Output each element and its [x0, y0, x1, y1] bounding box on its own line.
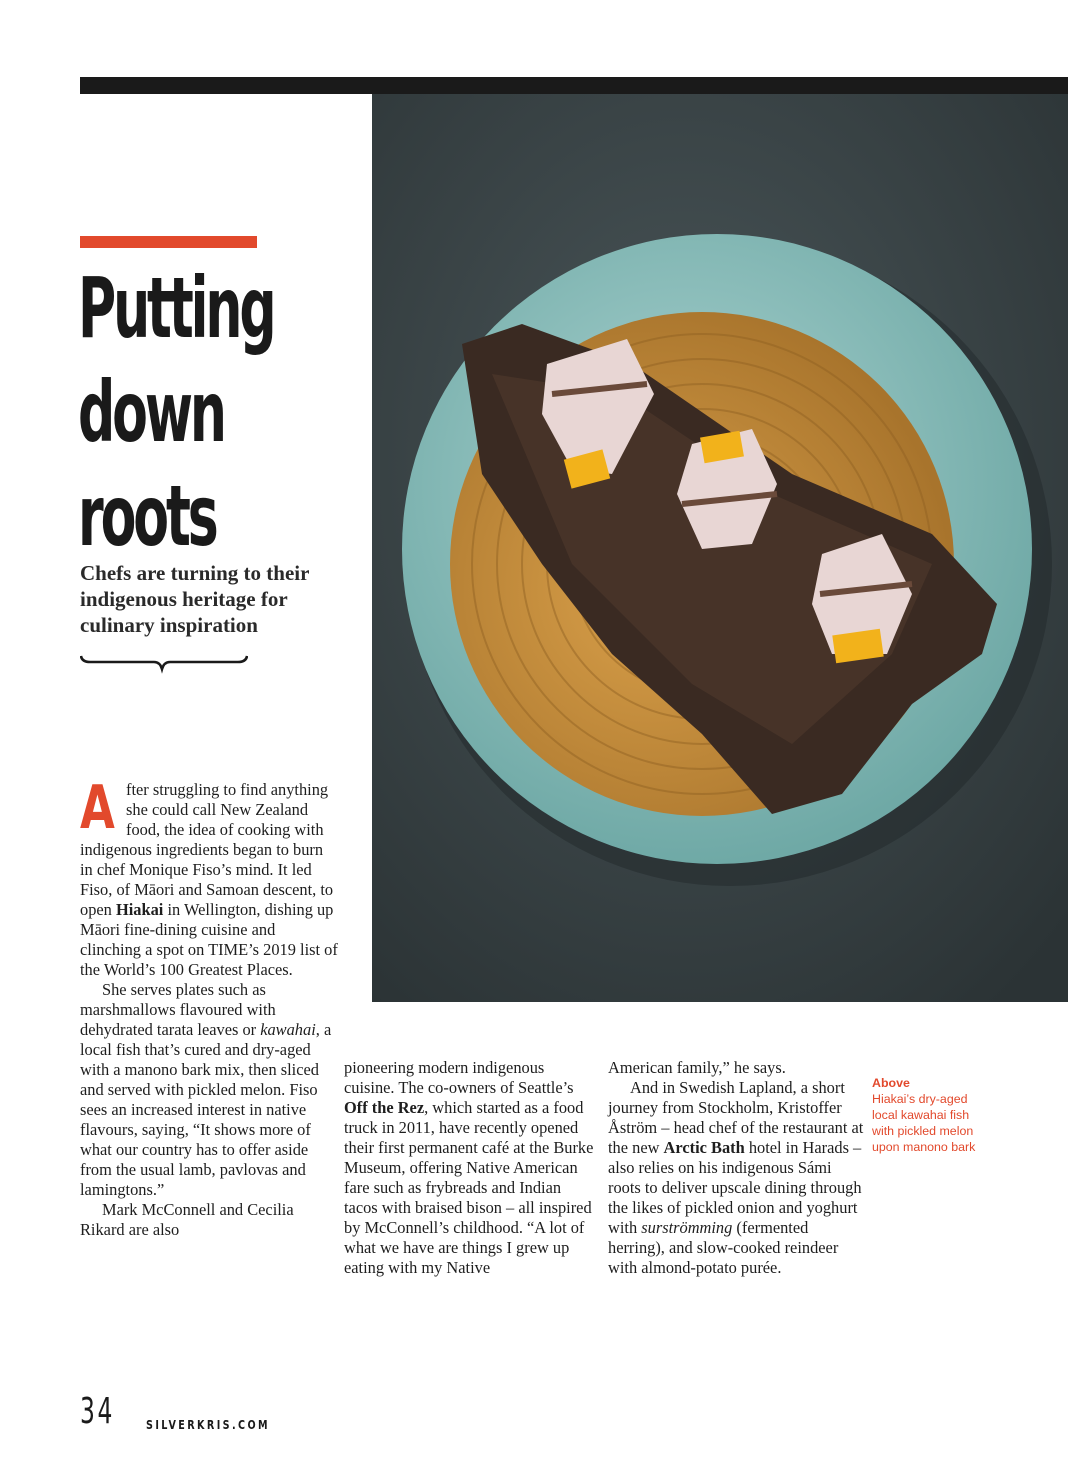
- headline: [78, 256, 274, 568]
- venue-name: Arctic Bath: [663, 1138, 745, 1157]
- paragraph-text: fter struggling to find anything she could call New Zealand food, the idea of cooking with indigenous ingredients began to burn in chef Monique Fiso’s mind. It led Fiso, of Māori and Samoan descent, to open: [80, 780, 334, 919]
- paragraph-text: She serves plates such as marshmallows flavoured with dehydrated tarata leaves or: [80, 980, 276, 1039]
- brace-divider-icon: [80, 654, 248, 676]
- paragraph-text: And in Swedish Lapland, a short journey from Stockholm, Kristoffer Åström – head chef of the restaurant at the new: [608, 1078, 864, 1157]
- paragraph-text: in Wellington, dishing up Māori fine-dining cuisine and clinching a spot on TIME’s 2019 list of the World’s 100 Greatest Places.: [80, 900, 338, 979]
- site-url[interactable]: SILVERKRIS.COM: [146, 1418, 270, 1432]
- caption-text: Hiakai’s dry-aged local kawahai fish with pickled melon upon manono bark: [872, 1092, 976, 1154]
- italic-term: kawahai: [260, 1020, 316, 1039]
- paragraph-continued: [344, 1058, 596, 1278]
- paragraph-2: [80, 980, 338, 1200]
- page-number: 34: [80, 1391, 115, 1432]
- headline-line-1: Putting: [78, 259, 274, 357]
- italic-term: surströmming: [641, 1218, 733, 1237]
- photo-caption: [872, 1075, 992, 1155]
- paragraph-continued: American family,” he says.: [608, 1058, 786, 1077]
- paragraph-3: Mark McConnell and Cecilia Rikard are also: [80, 1200, 294, 1239]
- headline-line-2: down: [78, 363, 224, 461]
- top-rule: [80, 77, 1068, 94]
- venue-name: Hiakai: [115, 900, 164, 919]
- paragraph-text: pioneering modern indigenous cuisine. The co-owners of Seattle’s: [344, 1058, 574, 1097]
- food-photo: [372, 94, 1068, 1002]
- body-column-2: [344, 1058, 596, 1278]
- paragraph-1: [80, 773, 338, 980]
- accent-bar: [80, 236, 257, 248]
- paragraph-text: , which started as a food truck in 2011, have recently opened their first permanent café at the Burke Museum, offering Native American fare such as frybreads and Indian tacos with braised bison – all inspired by McConnell’s childhood. “A lot of what we have are things I grew up eating with my Native: [344, 1098, 594, 1277]
- paragraph-text: , a local fish that’s cured and dry-aged with a manono bark mix, then sliced and served with pickled melon. Fiso sees an increased interest in native flavours, saying, “It shows more of what our country has to offer aside from the usual lamb, pavlovas and lamingtons.”: [80, 1020, 332, 1199]
- paragraph-text: hotel in Harads – also relies on his indigenous Sámi roots to deliver upscale dining through the likes of pickled onion and yoghurt with: [608, 1138, 862, 1237]
- headline-line-3: roots: [78, 467, 216, 565]
- body-column-3: [608, 1058, 864, 1278]
- drop-cap: A: [80, 773, 115, 843]
- body-column-1: [80, 773, 338, 1240]
- venue-name: Off the Rez: [344, 1098, 425, 1117]
- paragraph-4: [608, 1078, 864, 1278]
- deck: Chefs are turning to their indigenous heritage for culinary inspiration: [80, 561, 310, 637]
- caption-label: Above: [872, 1076, 910, 1090]
- paragraph-text: (fermented herring), and slow-cooked reindeer with almond-potato purée.: [608, 1218, 839, 1277]
